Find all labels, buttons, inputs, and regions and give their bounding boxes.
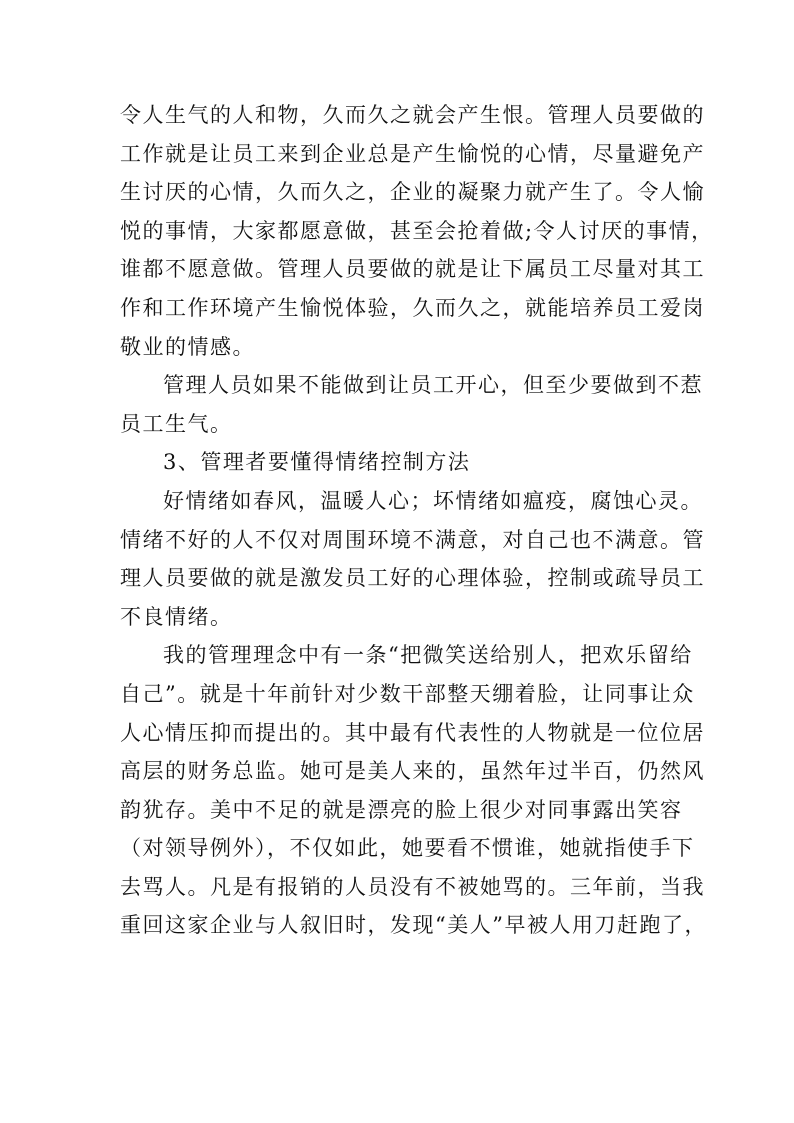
text-line: 敬业的情感。 bbox=[120, 334, 255, 359]
text-line: 韵犹存。美中不足的就是漂亮的脸上很少对同事露出笑容 bbox=[120, 797, 683, 822]
text-line: （对领导例外），不仅如此，她要看不惯谁，她就指使手下 bbox=[120, 836, 695, 861]
text-line: 重回这家企业与人叙旧时，发现“美人”早被人用刀赶跑了， bbox=[120, 913, 707, 938]
text-line: 理人员要做的就是激发员工好的心理体验，控制或疏导员工 bbox=[120, 566, 705, 591]
text-line: 自己”。就是十年前针对少数干部整天绷着脸，让同事让众 bbox=[120, 681, 695, 706]
text-line: 好情绪如春风，温暖人心；坏情绪如瘟疫，腐蚀心灵。 bbox=[163, 488, 703, 513]
text-line: 高层的财务总监。她可是美人来的，虽然年过半百，仍然风 bbox=[120, 759, 705, 784]
text-line: 人心情压抑而提出的。其中最有代表性的人物就是一位位居 bbox=[120, 720, 705, 745]
text-line: 管理人员如果不能做到让员工开心，但至少要做到不惹 bbox=[163, 373, 703, 398]
section-heading: 3、管理者要懂得情绪控制方法 bbox=[163, 450, 471, 475]
text-line: 员工生气。 bbox=[120, 411, 233, 436]
text-line: 作和工作环境产生愉悦体验，久而久之，就能培养员工爱岗 bbox=[120, 295, 705, 320]
text-line: 令人生气的人和物，久而久之就会产生恨。管理人员要做的 bbox=[120, 103, 705, 127]
text-line: 生讨厌的心情，久而久之，企业的凝聚力就产生了。令人愉 bbox=[120, 180, 705, 205]
text-line: 谁都不愿意做。管理人员要做的就是让下属员工尽量对其工 bbox=[120, 257, 705, 282]
body-text bbox=[120, 96, 714, 945]
text-line: 去骂人。凡是有报销的人员没有不被她骂的。三年前，当我 bbox=[120, 874, 705, 899]
text-line: 不良情绪。 bbox=[120, 604, 233, 629]
text-line: 悦的事情，大家都愿意做，甚至会抢着做;令人讨厌的事情， bbox=[120, 218, 714, 243]
text-line: 情绪不好的人不仅对周围环境不满意，对自己也不满意。管 bbox=[120, 527, 705, 552]
text-line: 我的管理理念中有一条“把微笑送给别人，把欢乐留给 bbox=[163, 643, 693, 668]
text-line: 工作就是让员工来到企业总是产生愉悦的心情，尽量避免产 bbox=[120, 141, 705, 166]
